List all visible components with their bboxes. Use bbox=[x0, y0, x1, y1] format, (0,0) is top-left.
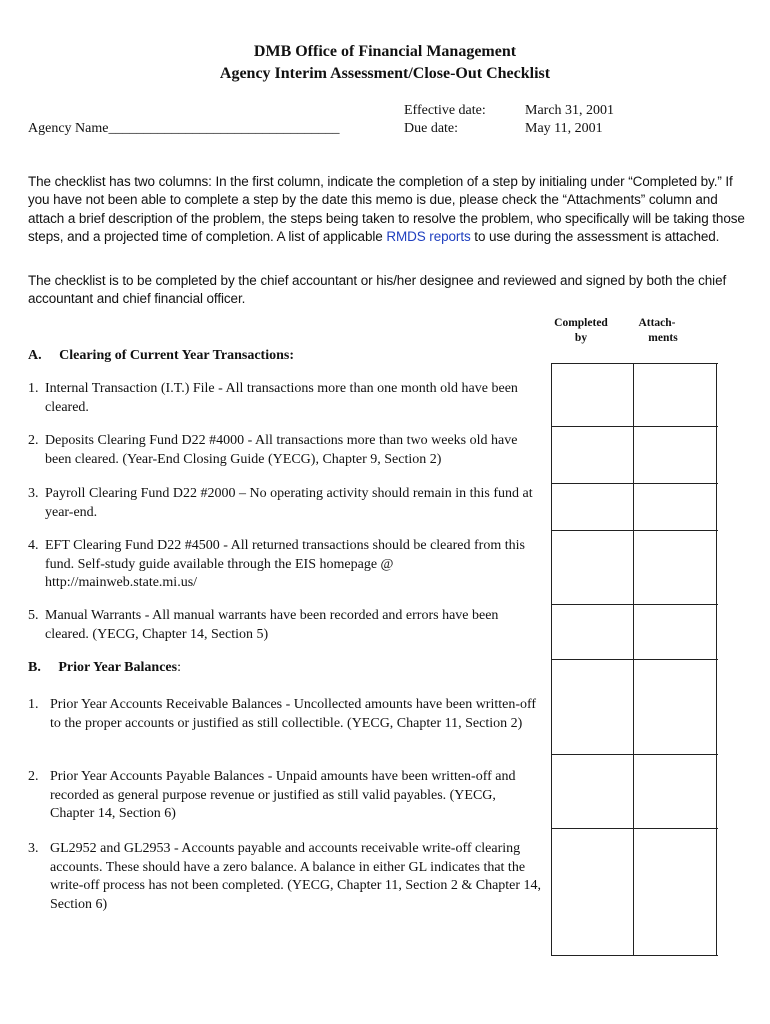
checklist-item-b3 bbox=[28, 840, 543, 914]
completed-by-header-line2: by bbox=[574, 332, 588, 344]
attachments-cell-a3[interactable] bbox=[635, 485, 715, 529]
checklist-item-a5 bbox=[28, 607, 543, 644]
item-number: 3. bbox=[28, 486, 39, 501]
item-text: Internal Transaction (I.T.) File - All transactions more than one month old have been cleared. bbox=[45, 381, 518, 415]
section-b-title: Prior Year Balances bbox=[58, 660, 178, 675]
checklist-grid bbox=[551, 363, 718, 956]
item-number: 5. bbox=[28, 608, 39, 623]
checklist-item-b2 bbox=[28, 768, 543, 824]
item-number: 1. bbox=[28, 697, 39, 712]
item-text: Deposits Clearing Fund D22 #4000 - All transactions more than two weeks old have been cleared. (Year-End Closing Guide (YECG), Chapter 9, Section 2) bbox=[45, 433, 518, 467]
completed-by-cell-a3[interactable] bbox=[553, 485, 632, 529]
checklist-item-a2 bbox=[28, 432, 543, 469]
attachments-header bbox=[626, 316, 688, 346]
due-date-value: May 11, 2001 bbox=[525, 121, 603, 136]
completed-by-cell-a5[interactable] bbox=[553, 606, 632, 658]
item-text: Prior Year Accounts Payable Balances - Unpaid amounts have been written-off and recorded as general purpose revenue or justified as still valid payables. (YECG, Chapter 14, Section 6) bbox=[50, 769, 516, 821]
checklist-item-a3 bbox=[28, 485, 543, 522]
agency-name-label: Agency Name bbox=[28, 121, 109, 136]
item-number: 2. bbox=[28, 433, 39, 448]
attachments-cell-a5[interactable] bbox=[635, 606, 715, 658]
completed-by-cell-b2[interactable] bbox=[553, 756, 632, 827]
checklist-item-b1 bbox=[28, 696, 543, 733]
attachments-cell-a1[interactable] bbox=[635, 365, 715, 425]
attachments-cell-b3[interactable] bbox=[635, 830, 715, 954]
agency-name-field[interactable]: _________________________________ bbox=[108, 121, 340, 136]
effective-date-value: March 31, 2001 bbox=[525, 103, 615, 118]
section-a-title: Clearing of Current Year Transactions: bbox=[59, 348, 294, 363]
completed-by-cell-a2[interactable] bbox=[553, 428, 632, 482]
attachments-header-line2: ments bbox=[648, 332, 678, 344]
section-a-heading bbox=[28, 347, 294, 365]
section-a-letter: A. bbox=[28, 348, 42, 363]
due-date-label: Due date: bbox=[404, 121, 459, 136]
completed-by-header bbox=[546, 316, 616, 346]
item-number: 1. bbox=[28, 381, 39, 396]
section-b-colon: : bbox=[177, 660, 181, 675]
checklist-item-a1 bbox=[28, 380, 543, 417]
attachments-cell-b1[interactable] bbox=[635, 661, 715, 753]
completed-by-cell-b1[interactable] bbox=[553, 661, 632, 753]
instructions-text-end: to use during the assessment is attached. bbox=[470, 228, 720, 244]
item-text: Payroll Clearing Fund D22 #2000 – No operating activity should remain in this fund at year-end. bbox=[45, 486, 533, 520]
attachments-header-line1: Attach- bbox=[638, 317, 676, 329]
attachments-cell-a4[interactable] bbox=[635, 532, 715, 603]
agency-name-row bbox=[28, 120, 339, 138]
item-number: 3. bbox=[28, 841, 39, 856]
document-subtitle: Agency Interim Assessment/Close-Out Checklist bbox=[219, 65, 551, 82]
attachments-cell-a2[interactable] bbox=[635, 428, 715, 482]
instructions-paragraph bbox=[28, 173, 750, 246]
effective-date-label: Effective date: bbox=[404, 103, 486, 118]
item-number: 2. bbox=[28, 769, 39, 784]
completed-by-cell-a1[interactable] bbox=[553, 365, 632, 425]
section-b-letter: B. bbox=[28, 660, 41, 675]
item-text: GL2952 and GL2953 - Accounts payable and accounts receivable write-off clearing accounts. These should have a zero balance. A balance in either GL indicates that the write-off process has not been completed. (YECG, Chapter 11, Section 2 & Chapter 14, Section 6) bbox=[50, 841, 542, 912]
item-text: Prior Year Accounts Receivable Balances - Uncollected amounts have been written-off to the proper accounts or justified as still collectible. (YECG, Chapter 11, Section 2) bbox=[50, 697, 537, 731]
completed-by-cell-b3[interactable] bbox=[553, 830, 632, 954]
completed-by-cell-a4[interactable] bbox=[553, 532, 632, 603]
section-b-heading bbox=[28, 659, 181, 677]
responsibility-paragraph: The checklist is to be completed by the chief accountant or his/her designee and reviewed and signed by both the chief accountant and chief financial officer. bbox=[28, 273, 727, 307]
attachments-cell-b2[interactable] bbox=[635, 756, 715, 827]
instructions-text: The checklist has two columns: In the first column, indicate the completion of a step by initialing under “Completed by.” If you have not been able to complete a step by the date this memo is due, please check the “Attachments” column and attach a brief description of the problem, the steps being taken to resolve the problem, who specifically will be taking those steps, and a projected time of completion. A list of applicable bbox=[28, 174, 745, 244]
document-title: DMB Office of Financial Management bbox=[253, 43, 517, 60]
item-text: EFT Clearing Fund D22 #4500 - All returned transactions should be cleared from this fund. Self-study guide available through the EIS homepage @ http://mainweb.state.mi.us/ bbox=[45, 538, 525, 590]
item-text: Manual Warrants - All manual warrants have been recorded and errors have been cleared. (YECG, Chapter 14, Section 5) bbox=[45, 608, 499, 642]
item-number: 4. bbox=[28, 538, 39, 553]
grid-line bbox=[551, 955, 718, 956]
completed-by-header-line1: Completed bbox=[554, 317, 608, 329]
rmds-reports-link[interactable]: RMDS reports bbox=[386, 228, 471, 244]
checklist-item-a4 bbox=[28, 537, 543, 593]
